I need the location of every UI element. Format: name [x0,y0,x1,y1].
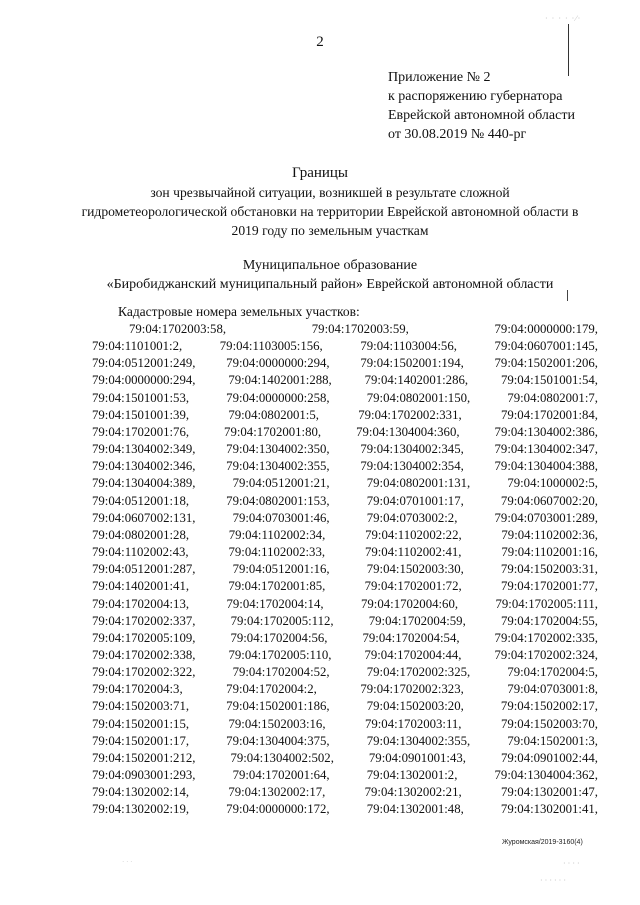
cadastral-number: 79:04:1502001:194, [360,356,464,371]
cadastral-number: 79:04:0703001:46, [232,510,330,525]
cadastral-row [92,750,598,767]
cadastral-number: 79:04:1102002:22, [365,527,462,542]
cadastral-number: 79:04:1304002:355, [226,459,330,474]
cadastral-number: 79:04:1502002:17, [500,699,598,714]
cadastral-number: 79:04:0802001:150, [366,390,471,405]
cadastral-number: 79:04:1502003:31, [500,562,598,577]
cadastral-row [92,407,598,424]
cadastral-number: 79:04:1304002:346, [92,459,196,474]
cadastral-number: 79:04:1304004:362, [494,768,598,783]
cadastral-number: 79:04:1304002:502, [230,750,334,765]
cadastral-number: 79:04:0703002:2, [366,510,458,525]
cadastral-number: 79:04:1502003:30, [366,562,464,577]
cadastral-number: 79:04:1102002:34, [228,527,326,542]
document-title: Границы [291,165,349,181]
cadastral-number: 79:04:1702002:335, [494,630,598,645]
cadastral-row [92,578,598,595]
cadastral-number: 79:04:1402001:288, [228,373,332,388]
cadastral-number: 79:04:1302002:17, [228,785,326,800]
cadastral-number: 79:04:1702001:80, [224,424,322,439]
cadastral-number: 79:04:1702004:54, [362,630,460,645]
cadastral-number: 79:04:1702004:13, [92,596,190,611]
cadastral-number: 79:04:1702001:64, [232,768,330,783]
cadastral-number: 79:04:1702003:11, [364,716,462,731]
cadastral-row [92,424,598,441]
cadastral-row [92,801,598,818]
cadastral-number: 79:04:1304002:354, [360,459,464,474]
cadastral-number: 79:04:1502003:70, [500,716,598,731]
cadastral-number: 79:04:1501001:39, [92,407,190,422]
cadastral-number: 79:04:0901002:44, [500,750,598,765]
cadastral-number: 79:04:1103004:56, [360,339,457,354]
cadastral-number: 79:04:1702001:85, [228,579,326,594]
cadastral-number: 79:04:1702002:338, [92,647,196,662]
cadastral-number: 79:04:0703001:289, [494,510,598,525]
cadastral-row [92,561,598,578]
cadastral-number: 79:04:0703001:8, [507,682,598,697]
cadastral-intro: Кадастровые номера земельных участков: [118,304,360,319]
cadastral-number: 79:04:1302001:48, [366,802,464,817]
cadastral-number: 79:04:0512001:18, [92,493,190,508]
cadastral-row [92,613,598,630]
cadastral-number: 79:04:1702003:58, [129,322,227,336]
cadastral-row [92,527,598,544]
cadastral-number: 79:04:0802001:5, [228,407,319,422]
cadastral-number: 79:04:0512001:249, [92,356,196,371]
cadastral-number: 79:04:1304002:347, [494,442,598,457]
cadastral-number: 79:04:1502001:3, [507,733,598,748]
appendix-block [388,68,638,144]
cadastral-number: 79:04:1702004:2, [226,682,317,697]
cadastral-number: 79:04:0607001:145, [494,339,598,354]
municipal-line: Муниципальное образование [242,258,418,273]
cadastral-row [92,321,598,338]
cadastral-number: 79:04:0802001:7, [507,390,598,405]
cadastral-number: 79:04:1501001:53, [92,390,190,405]
cadastral-number: 79:04:1502001:212, [92,750,196,765]
cadastral-number: 79:04:1502003:71, [92,699,190,714]
cadastral-number: 79:04:1702004:14, [226,596,324,611]
cadastral-section [92,303,598,819]
cadastral-row [92,716,598,733]
cadastral-number: 79:04:1702005:112, [230,613,334,628]
cadastral-number: 79:04:0701001:17, [366,493,464,508]
cadastral-number: 79:04:1302001:2, [366,768,458,783]
margin-tick [567,290,568,301]
cadastral-number: 79:04:1304004:375, [226,733,330,748]
footer-mark: · · · · [563,859,580,868]
cadastral-number: 79:04:1101001:2, [92,339,183,354]
cadastral-number: 79:04:1702004:5, [507,665,598,680]
cadastral-number: 79:04:1702004:59, [368,613,466,628]
cadastral-number: 79:04:1702004:56, [230,630,328,645]
cadastral-number: 79:04:1304002:355, [366,733,471,748]
cadastral-number: 79:04:1702002:325, [366,665,471,680]
cadastral-number: 79:04:1502001:15, [92,716,190,731]
cadastral-number: 79:04:1702002:322, [92,665,196,680]
municipal-heading [80,256,580,294]
cadastral-row [92,355,598,372]
cadastral-number: 79:04:1102002:33, [228,545,326,560]
cadastral-number: 79:04:1702004:60, [361,596,459,611]
cadastral-number: 79:04:1304004:388, [494,459,598,474]
cadastral-number: 79:04:1102002:43, [92,545,189,560]
cadastral-row [92,681,598,698]
cadastral-number: 79:04:1102002:41, [364,545,462,560]
corner-mark: · · · · ·⁄· [545,14,582,23]
document-subtitle: зон чрезвычайной ситуации, возникшей в результате сложной гидрометеорологической обстановки на территории Еврейской автономной области в 2019 году по земельным участкам [81,185,579,238]
cadastral-number: 79:04:1502001:17, [92,733,190,748]
cadastral-number: 79:04:0802001:28, [92,527,190,542]
cadastral-number: 79:04:1501001:54, [500,373,598,388]
cadastral-row [92,630,598,647]
cadastral-list [92,321,598,819]
page-number: 2 [316,34,324,50]
cadastral-row [92,475,598,492]
appendix-line: Приложение № 2 [388,70,491,85]
cadastral-number: 79:04:1102001:16, [501,545,598,560]
footer-code: Журомская/2019-3160(4) [502,839,583,846]
cadastral-row [92,647,598,664]
cadastral-number: 79:04:1702004:55, [500,613,598,628]
cadastral-number: 79:04:0512001:287, [92,562,196,577]
cadastral-number: 79:04:1304002:345, [360,442,464,457]
footer-mark: · · · [122,858,133,866]
cadastral-row [92,441,598,458]
cadastral-row [92,372,598,389]
appendix-line: Еврейской автономной области [388,108,575,123]
cadastral-number: 79:04:0903001:293, [92,768,196,783]
cadastral-number: 79:04:1402001:286, [364,373,469,388]
cadastral-number: 79:04:1304004:389, [92,476,196,491]
cadastral-number: 79:04:1302002:14, [92,785,190,800]
cadastral-number: 79:04:1000002:5, [507,476,598,491]
cadastral-row [92,458,598,475]
cadastral-number: 79:04:1702004:44, [364,647,462,662]
cadastral-number: 79:04:0802001:131, [366,476,471,491]
footer-mark: · · · · · · [540,876,566,885]
cadastral-number: 79:04:1702005:110, [228,647,332,662]
cadastral-number: 79:04:1103005:156, [219,339,323,354]
cadastral-number: 79:04:1302001:47, [500,785,598,800]
cadastral-number: 79:04:0000000:294, [226,356,330,371]
cadastral-number: 79:04:1702001:76, [92,424,190,439]
cadastral-number: 79:04:1502003:16, [228,716,326,731]
cadastral-number: 79:04:0000000:258, [226,390,330,405]
cadastral-number: 79:04:0607002:131, [92,510,196,525]
cadastral-number: 79:04:1302002:19, [92,802,190,817]
cadastral-number: 79:04:1304002:350, [226,442,330,457]
cadastral-number: 79:04:1502001:206, [494,356,598,371]
cadastral-number: 79:04:1502001:186, [226,699,330,714]
cadastral-number: 79:04:0000000:179, [494,322,598,336]
cadastral-row [92,698,598,715]
cadastral-number: 79:04:1702002:337, [92,613,196,628]
cadastral-number: 79:04:0512001:16, [232,562,330,577]
cadastral-number: 79:04:0000000:172, [226,802,330,817]
cadastral-row [92,390,598,407]
cadastral-number: 79:04:0512001:21, [232,476,330,491]
cadastral-number: 79:04:1302002:21, [364,785,462,800]
cadastral-row [92,784,598,801]
cadastral-row [92,510,598,527]
cadastral-row [92,544,598,561]
cadastral-number: 79:04:1702002:323, [360,682,464,697]
cadastral-number: 79:04:0901001:43, [368,750,466,765]
cadastral-number: 79:04:1402001:41, [92,579,190,594]
appendix-line: к распоряжению губернатора [388,89,563,104]
cadastral-number: 79:04:0000000:294, [92,373,196,388]
cadastral-row [92,767,598,784]
cadastral-row [92,664,598,681]
cadastral-number: 79:04:1702004:3, [92,682,183,697]
cadastral-number: 79:04:1702001:77, [500,579,598,594]
cadastral-number: 79:04:1304002:349, [92,442,196,457]
cadastral-number: 79:04:1304004:360, [356,424,460,439]
cadastral-number: 79:04:1302001:41, [500,802,598,817]
cadastral-number: 79:04:1702002:331, [358,407,462,422]
cadastral-row [92,596,598,613]
cadastral-number: 79:04:1502003:20, [366,699,464,714]
cadastral-number: 79:04:1702001:72, [364,579,462,594]
cadastral-number: 79:04:0607002:20, [500,493,598,508]
cadastral-number: 79:04:1702005:111, [495,596,598,611]
cadastral-number: 79:04:1702003:59, [311,322,409,336]
cadastral-row [92,733,598,750]
cadastral-number: 79:04:0802001:153, [226,493,330,508]
appendix-line: от 30.08.2019 № 440-рг [388,127,527,142]
cadastral-row [92,338,598,355]
cadastral-number: 79:04:1702001:84, [500,407,598,422]
cadastral-number: 79:04:1702004:52, [232,665,330,680]
cadastral-number: 79:04:1304002:386, [494,424,598,439]
municipal-line: «Биробиджанский муниципальный район» Еврейской автономной области [106,277,554,292]
cadastral-row [92,493,598,510]
cadastral-number: 79:04:1102002:36, [501,527,598,542]
cadastral-number: 79:04:1702005:109, [92,630,196,645]
cadastral-number: 79:04:1702002:324, [494,647,598,662]
